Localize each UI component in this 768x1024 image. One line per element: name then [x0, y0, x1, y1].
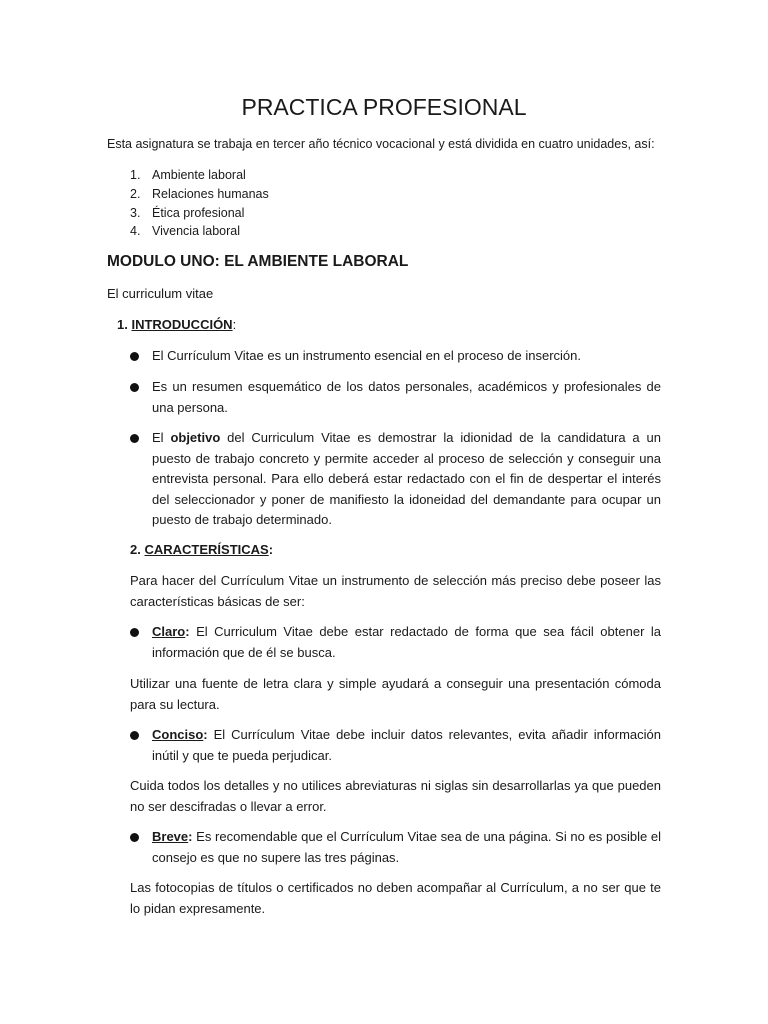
list-item-label: Ética profesional: [152, 205, 245, 220]
bullet-item: [130, 346, 661, 367]
bullet-text-post: del Curriculum Vitae es demostrar la idionidad de la candidatura a un puesto de trabajo concreto y permite acceder al proceso de selección y conseguir una entrevista personal. Para ello deberá estar redactado con el fin de despertar el interés del seleccionador y poner de manifiesto la idoneidad del demandante para ocupar un puesto de trabajo determinado.: [152, 430, 662, 527]
characteristics-intro: Para hacer del Currículum Vitae un instrumento de selección más preciso debe poseer las características básicas de ser:: [130, 573, 661, 609]
term-colon: :: [203, 727, 208, 742]
list-item: [130, 185, 269, 204]
list-item: [130, 222, 269, 241]
list-item-label: Ambiente laboral: [152, 168, 246, 182]
bullet-text: [152, 725, 661, 766]
section-heading-caracteristicas: [130, 542, 273, 557]
term-claro: Claro: [152, 624, 186, 639]
list-item: [130, 166, 269, 185]
bullet-item: [130, 428, 661, 531]
section-number: 1.: [117, 317, 128, 332]
bullet-icon: [130, 731, 139, 740]
term-description: Es recomendable que el Currículum Vitae sea de una página. Si no es posible el consejo es que no supere las tres páginas.: [152, 829, 661, 865]
bullet-text: [152, 827, 661, 868]
bullet-text-pre: El: [152, 430, 171, 445]
bullet-text-bold: objetivo: [170, 430, 221, 445]
intro-paragraph: Esta asignatura se trabaja en tercer año técnico vocacional y está dividida en cuatro unidades, así:: [107, 137, 655, 151]
section-heading-introduccion: [117, 317, 236, 332]
section-title: CARACTERÍSTICAS: [144, 542, 269, 557]
cv-label: El curriculum vitae: [107, 286, 214, 301]
list-item-number: 3.: [130, 205, 141, 220]
bullet-text: [152, 622, 661, 663]
bullet-text: El Currículum Vitae es un instrumento esencial en el proceso de inserción.: [152, 348, 581, 363]
bullet-icon: [130, 383, 139, 392]
list-item: [130, 204, 269, 223]
section-title: INTRODUCCIÓN: [131, 317, 233, 332]
term-breve: Breve: [152, 829, 189, 844]
bullet-text: Es un resumen esquemático de los datos personales, académicos y profesionales de una persona.: [152, 379, 661, 415]
term-description: El Curriculum Vitae debe estar redactado de forma que sea fácil obtener la información que de él se busca.: [152, 624, 661, 660]
section-suffix: :: [232, 317, 237, 332]
bullet-item-breve: [130, 827, 661, 868]
bullet-icon: [130, 628, 139, 637]
document-title: PRACTICA PROFESIONAL: [241, 94, 527, 120]
term-colon: :: [188, 829, 193, 844]
breve-note: Las fotocopias de títulos o certificados no deben acompañar al Currículum, a no ser que te lo pidan expresamente.: [130, 880, 661, 916]
list-item-number: 2.: [130, 186, 141, 201]
term-colon: :: [185, 624, 190, 639]
bullet-icon: [130, 352, 139, 361]
list-item-number: 4.: [130, 224, 141, 239]
term-conciso: Conciso: [152, 727, 204, 742]
list-item-label: Vivencia laboral: [152, 224, 241, 239]
bullet-text: [152, 428, 661, 531]
list-item-number: 1.: [130, 168, 141, 182]
bullet-icon: [130, 833, 139, 842]
claro-note: Utilizar una fuente de letra clara y simple ayudará a conseguir una presentación cómoda para su lectura.: [130, 676, 661, 712]
bullet-item-conciso: [130, 725, 661, 766]
module-heading: MODULO UNO: EL AMBIENTE LABORAL: [107, 253, 409, 270]
section-suffix: :: [268, 542, 274, 557]
units-list: [130, 166, 269, 241]
bullet-item-claro: [130, 622, 661, 663]
term-description: El Currículum Vitae debe incluir datos relevantes, evita añadir información inútil y que te pueda perjudicar.: [152, 727, 661, 763]
conciso-note: Cuida todos los detalles y no utilices abreviaturas ni siglas sin desarrollarlas ya que pueden no ser descifradas o llevar a error.: [130, 778, 661, 814]
section-number: 2.: [130, 542, 141, 557]
list-item-label: Relaciones humanas: [152, 186, 269, 201]
bullet-item: [130, 377, 661, 418]
bullet-icon: [130, 434, 139, 443]
